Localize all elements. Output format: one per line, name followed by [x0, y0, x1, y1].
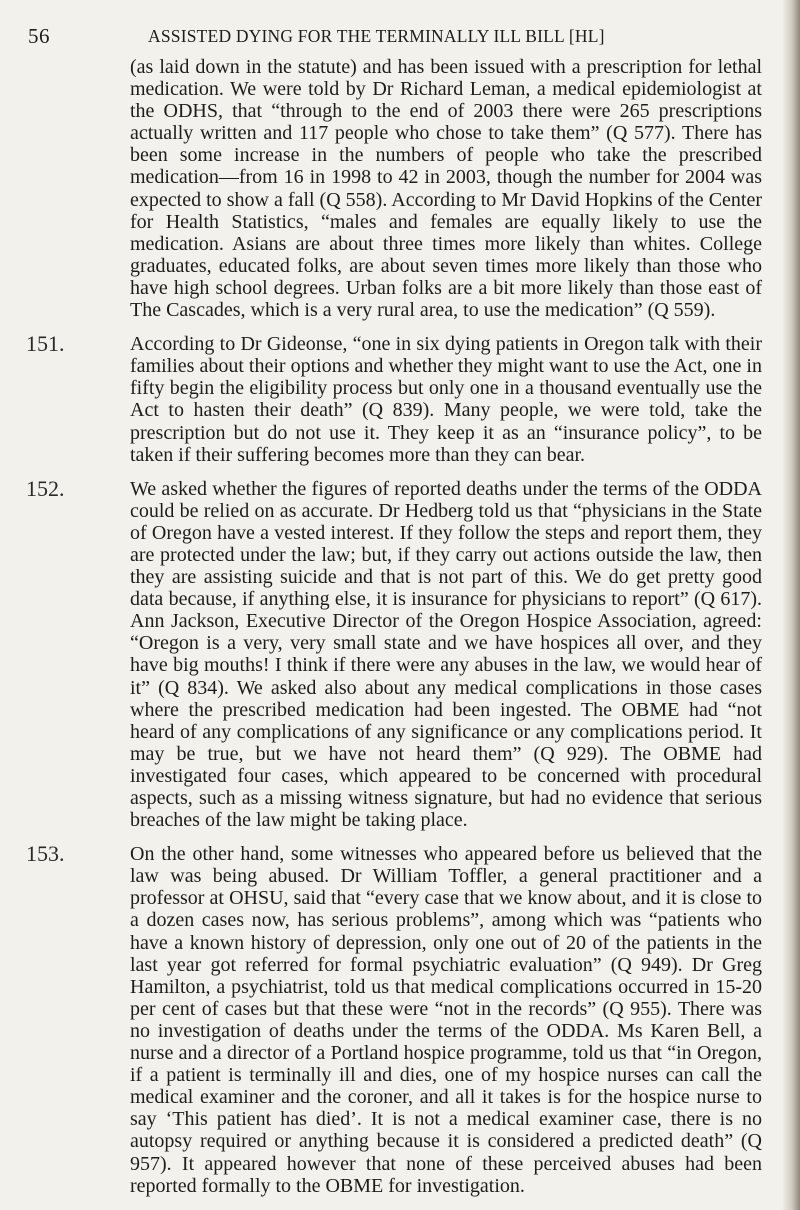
page-edge-shadow: [782, 0, 800, 1210]
paragraph-text: We asked whether the figures of reported deaths under the terms of the ODDA could be relied on as accurate. Dr Hedberg told us that “physicians in the State of Oregon have a vested interest. If they follow the steps and report them, they are protected under the law; but, if they carry out actions outside the law, then they are assisting suicide and that is not part of this. We do get pretty good data because, if anything else, it is insurance for physicians to report” (Q 617). Ann Jackson, Executive Director of the Oregon Hospice Association, agreed: “Oregon is a very, very small state and we have hospices all over, and they have big mouths! I think if there were any abuses in the law, we would hear of it” (Q 834). We asked also about any medical complications in those cases where the prescribed medication had been ingested. The OBME had “not heard of any complications of any significance or any complications period. It may be true, but we have not heard them” (Q 929). The OBME had investigated four cases, which appeared to be concerned with procedural aspects, such as a missing witness signature, but had no evidence that serious breaches of the law might be taking place.: [130, 477, 762, 832]
paragraph-151: [26, 331, 762, 466]
running-head: ASSISTED DYING FOR THE TERMINALLY ILL BILL [HL]: [148, 26, 605, 46]
paragraph-number: 153.: [26, 841, 65, 867]
body-text: [26, 56, 762, 1209]
paragraph-number: 152.: [26, 475, 65, 501]
paragraph-152: [26, 475, 762, 832]
paragraph-continued: [130, 56, 762, 321]
page-number: 56: [28, 24, 50, 48]
paragraph-text: According to Dr Gideonse, “one in six dying patients in Oregon talk with their families about their options and whether they might want to use the Act, one in fifty begin the eligibility process but only one in a thousand eventually use the Act to hasten their death” (Q 839). Many people, we were told, take the prescription but do not use it. They keep it as an “insurance policy”, to be taken if their suffering becomes more than they can bear.: [130, 333, 762, 466]
paragraph-text: On the other hand, some witnesses who appeared before us believed that the law was being abused. Dr William Toffler, a general practitioner and a professor at OHSU, said that “every case that we know about, and it is close to a dozen cases now, has serious problems”, among which was “patients who have a known history of depression, only one out of 20 of the patients in the last year got referred for formal psychiatric evaluation” (Q 949). Dr Greg Hamilton, a psychiatrist, told us that medical complications occurred in 15-20 per cent of cases but that these were “not in the records” (Q 955). There was no investigation of deaths under the terms of the ODDA. Ms Karen Bell, a nurse and a director of a Portland hospice programme, told us that “in Oregon, if a patient is terminally ill and dies, one of my hospice nurses can call the medical examiner and the coroner, and all it takes is for the hospice nurse to say ‘This patient has died’. It is not a medical examiner case, there is no autopsy required or anything because it is considered a predicted death” (Q 957). It appeared however that none of these perceived abuses had been reported formally to the OBME for investigation.: [130, 843, 762, 1197]
paragraph-number: 151.: [26, 331, 65, 357]
paragraph-153: [26, 841, 762, 1197]
paragraph-text: (as laid down in the statute) and has been issued with a prescription for lethal medication. We were told by Dr Richard Leman, a medical epidemiologist at the ODHS, that “through to the end of 2003 there were 265 prescriptions actually written and 117 people who chose to take them” (Q 577). There has been some increase in the numbers of people who take the prescribed medication—from 16 in 1998 to 42 in 2003, though the number for 2004 was expected to show a fall (Q 558). According to Mr David Hopkins of the Center for Health Statistics, “males and females are equally likely to use the medication. Asians are about three times more likely than whites. College graduates, educated folks, are about seven times more likely than those who have high school degrees. Urban folks are a bit more likely than those east of The Cascades, which is a very rural area, to use the medication” (Q 559).: [130, 56, 762, 322]
